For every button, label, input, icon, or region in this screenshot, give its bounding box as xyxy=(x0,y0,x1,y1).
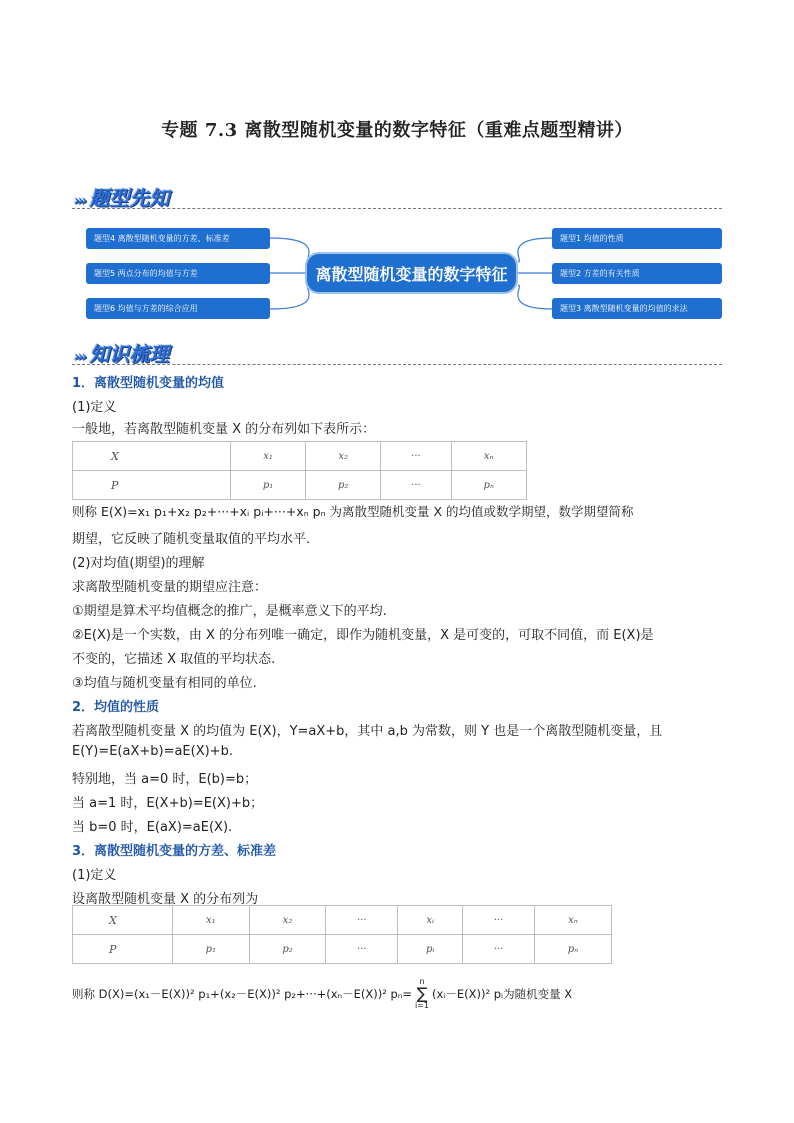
table-row xyxy=(73,906,612,935)
summation xyxy=(415,978,429,1010)
mindmap-type3: 题型3 离散型随机变量的均值的求法 xyxy=(552,298,722,319)
section1-definition-cont: 期望，它反映了随机变量取值的平均水平. xyxy=(72,532,311,547)
table-cell: p₂ xyxy=(249,935,326,964)
table-cell: ··· xyxy=(326,935,398,964)
section1-intro: 一般地，若离散型随机变量 X 的分布列如下表所示： xyxy=(72,422,376,437)
table-cell: x₁ xyxy=(173,906,250,935)
section2-line: 特别地，当 a=0 时，E(b)=b； xyxy=(72,772,258,787)
section1-sub1: (1)定义 xyxy=(72,400,117,415)
table-cell: ··· xyxy=(463,935,535,964)
table-cell: x₂ xyxy=(249,906,326,935)
section1-line: 不变的，它描述 X 取值的平均状态. xyxy=(72,652,276,667)
table-cell: x₁ xyxy=(231,442,306,471)
divider xyxy=(72,364,722,365)
mindmap-type5: 题型5 两点分布的均值与方差 xyxy=(86,263,270,284)
table-cell: x₂ xyxy=(306,442,381,471)
section1-heading: 1．离散型随机变量的均值 xyxy=(72,376,225,391)
table-cell: X xyxy=(73,906,173,935)
banner-text: 题型先知 xyxy=(89,186,170,210)
section3-heading: 3．离散型随机变量的方差、标准差 xyxy=(72,844,277,859)
sum-lower: i=1 xyxy=(415,1001,430,1010)
table-cell: xₙ xyxy=(451,442,526,471)
mindmap-type2: 题型2 方差的有关性质 xyxy=(552,263,722,284)
table-cell: X xyxy=(73,442,231,471)
table-row xyxy=(73,442,527,471)
variance-formula-end: (xᵢ－E(X))² pᵢ为随机变量 X xyxy=(432,987,573,1001)
table-cell: ··· xyxy=(463,906,535,935)
section1-sub2: (2)对均值(期望)的理解 xyxy=(72,556,205,571)
mindmap-type4: 题型4 离散型随机变量的方差、标准差 xyxy=(86,228,270,249)
table-cell: ··· xyxy=(326,906,398,935)
banner-text: 知识梳理 xyxy=(89,342,170,366)
banner-knowledge xyxy=(74,338,169,367)
table-cell: pₙ xyxy=(451,471,526,500)
sum-upper: n xyxy=(419,977,425,986)
table-cell: pᵢ xyxy=(398,935,463,964)
table-cell: pₙ xyxy=(535,935,612,964)
distribution-table-1 xyxy=(72,441,527,500)
section2-line: 当 a=1 时，E(X+b)=E(X)+b； xyxy=(72,796,264,811)
section2-heading: 2．均值的性质 xyxy=(72,700,160,715)
section2-line: 若离散型随机变量 X 的均值为 E(X)，Y=aX+b，其中 a,b 为常数，则 Y 也是一个离散型随机变量，且 xyxy=(72,724,663,739)
table-cell: P xyxy=(73,935,173,964)
table-cell: ··· xyxy=(381,442,451,471)
mindmap-type6: 题型6 均值与方差的综合应用 xyxy=(86,298,270,319)
table-cell: xₙ xyxy=(535,906,612,935)
section1-line: 求离散型随机变量的期望应注意： xyxy=(72,580,268,595)
section1-definition: 则称 E(X)=x₁ p₁+x₂ p₂+···+xᵢ pᵢ+···+xₙ pₙ 为离散型随机变量 X 的均值或数学期望，数学期望简称 xyxy=(72,504,634,519)
table-cell: p₂ xyxy=(306,471,381,500)
section3-sub1: (1)定义 xyxy=(72,868,117,883)
variance-formula-start: 则称 D(X)=(x₁－E(X))² p₁+(x₂－E(X))² p₂+···+(xₙ－E(X))² pₙ= xyxy=(72,987,412,1001)
banner-arrows: ››› xyxy=(74,193,86,209)
distribution-table-2 xyxy=(72,905,612,964)
table-row xyxy=(73,935,612,964)
mindmap-center: 离散型随机变量的数字特征 xyxy=(305,252,518,294)
section1-line: ①期望是算术平均值概念的推广，是概率意义下的平均. xyxy=(72,604,387,619)
table-cell: p₁ xyxy=(173,935,250,964)
section1-line: ②E(X)是一个实数，由 X 的分布列唯一确定，即作为随机变量，X 是可变的，可取不同值，而 E(X)是 xyxy=(72,628,654,643)
section3-definition xyxy=(72,978,572,1010)
banner-arrows: ››› xyxy=(74,349,86,365)
table-cell: p₁ xyxy=(231,471,306,500)
table-cell: ··· xyxy=(381,471,451,500)
sigma-symbol: ∑ xyxy=(416,984,428,1003)
section3-intro: 设离散型随机变量 X 的分布列为 xyxy=(72,892,259,907)
section2-line: E(Y)=E(aX+b)=aE(X)+b. xyxy=(72,744,233,759)
table-row xyxy=(73,471,527,500)
mindmap-type1: 题型1 均值的性质 xyxy=(552,228,722,249)
section1-line: ③均值与随机变量有相同的单位. xyxy=(72,676,257,691)
section2-line: 当 b=0 时，E(aX)=aE(X). xyxy=(72,820,233,835)
table-cell: xᵢ xyxy=(398,906,463,935)
table-cell: P xyxy=(73,471,231,500)
page-title: 专题 7.3 离散型随机变量的数字特征（重难点题型精讲） xyxy=(161,120,633,141)
